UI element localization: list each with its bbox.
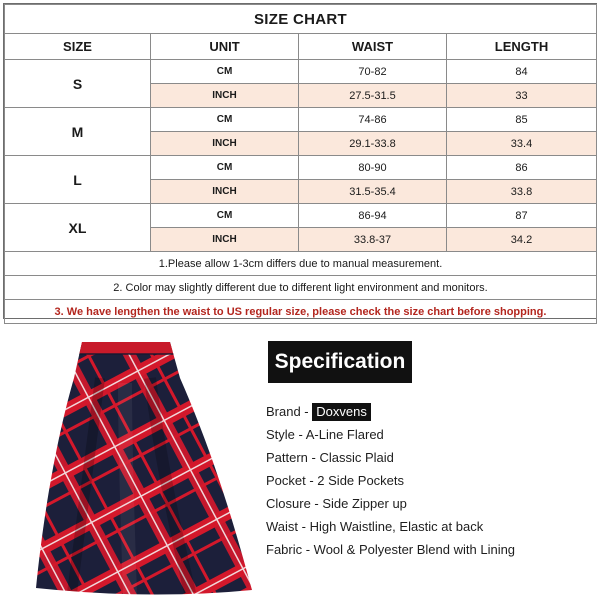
note-color: 2. Color may slightly different due to different light environment and monitors. [5,276,597,300]
table-row [5,108,597,132]
length-cell: 84 [447,60,597,84]
size-chart-title: SIZE CHART [5,5,597,34]
table-row [5,156,597,180]
unit-cell: INCH [151,228,299,252]
spec-pocket: Pocket - 2 Side Pockets [266,473,405,488]
length-cell: 33 [447,84,597,108]
spec-brand-label: Brand - [266,404,313,419]
unit-cell: CM [151,108,299,132]
spec-brand [266,400,515,423]
unit-cell: CM [151,156,299,180]
spec-waist: Waist - High Waistline, Elastic at back [266,519,484,534]
size-chart-table [4,4,597,324]
spec-pattern: Pattern - Classic Plaid [266,450,394,465]
length-cell: 86 [447,156,597,180]
waist-cell: 70-82 [299,60,447,84]
size-label: M [5,108,151,156]
specification-list [266,400,515,561]
table-row [5,204,597,228]
length-cell: 85 [447,108,597,132]
spec-style: Style - A-Line Flared [266,427,384,442]
waist-cell: 74-86 [299,108,447,132]
note-waist-us-size: 3. We have lengthen the waist to US regular size, please check the size chart before shopping. [5,300,597,324]
table-row [5,60,597,84]
length-cell: 33.8 [447,180,597,204]
note-measurement: 1.Please allow 1-3cm differs due to manual measurement. [5,252,597,276]
header-unit: UNIT [151,34,299,60]
plaid-skirt-image [30,338,260,598]
header-waist: WAIST [299,34,447,60]
specification-title: Specification [268,341,412,383]
unit-cell: CM [151,60,299,84]
unit-cell: INCH [151,132,299,156]
header-length: LENGTH [447,34,597,60]
waist-cell: 29.1-33.8 [299,132,447,156]
length-cell: 34.2 [447,228,597,252]
size-chart [3,3,597,319]
waist-cell: 31.5-35.4 [299,180,447,204]
size-label: L [5,156,151,204]
header-size: SIZE [5,34,151,60]
unit-cell: CM [151,204,299,228]
brand-name-badge: Doxvens [312,403,371,421]
spec-fabric: Fabric - Wool & Polyester Blend with Lining [266,542,516,557]
size-label: S [5,60,151,108]
unit-cell: INCH [151,180,299,204]
waist-cell: 80-90 [299,156,447,180]
size-label: XL [5,204,151,252]
waist-cell: 33.8-37 [299,228,447,252]
length-cell: 87 [447,204,597,228]
waist-cell: 27.5-31.5 [299,84,447,108]
unit-cell: INCH [151,84,299,108]
spec-closure: Closure - Side Zipper up [266,496,407,511]
length-cell: 33.4 [447,132,597,156]
waist-cell: 86-94 [299,204,447,228]
